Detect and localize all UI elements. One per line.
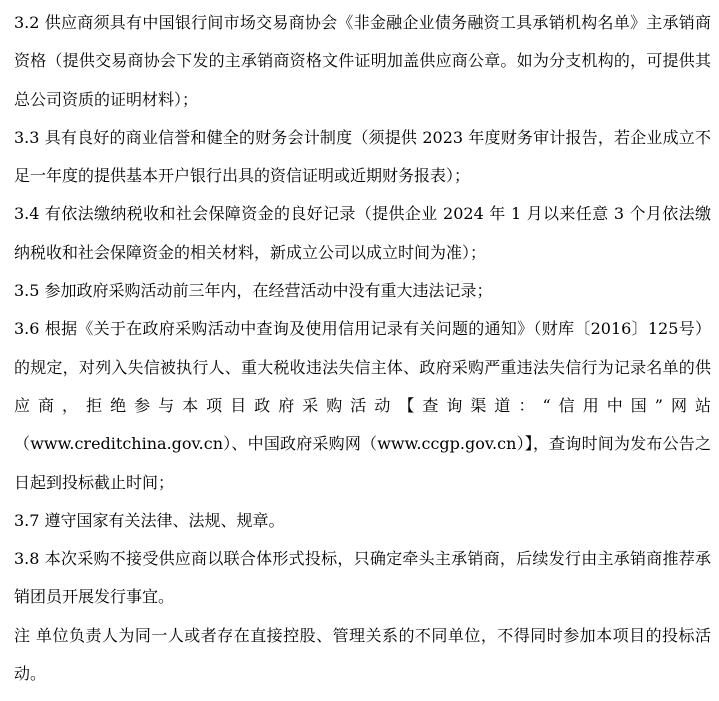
clause-3-6: 3.6 根据《关于在政府采购活动中查询及使用信用记录有关问题的通知》（财库〔2016〕125号）的规定，对列入失信被执行人、重大税收违法失信主体、政府采购严重违法失信行为记录名单的供应商，拒绝参与本项目政府采购活动【查询渠道：“信用中国”网站（www.creditchina.gov.cn）、中国政府采购网（www.ccgp.gov.cn）】，查询时间为发布公告之日起到投标截止时间；: [14, 319, 711, 492]
clause-3-7: 3.7 遵守国家有关法律、法规、规章。: [14, 510, 285, 530]
clause-3-2: 3.2 供应商须具有中国银行间市场交易商协会《非金融企业债务融资工具承销机构名单》主承销商资格（提供交易商协会下发的主承销商资格文件证明加盖供应商公章。如为分支机构的，可提供其总公司资质的证明材料）；: [14, 13, 711, 109]
clause-3-3: 3.3 具有良好的商业信誉和健全的财务会计制度（须提供 2023 年度财务审计报告，若企业成立不足一年度的提供基本开户银行出具的资信证明或近期财务报表）；: [14, 127, 711, 186]
note-paragraph: 注 单位负责人为同一人或者存在直接控股、管理关系的不同单位，不得同时参加本项目的投标活动。: [14, 625, 711, 684]
clause-3-5: 3.5 参加政府采购活动前三年内，在经营活动中没有重大违法记录；: [14, 281, 493, 301]
clause-3-8: 3.8 本次采购不接受供应商以联合体形式投标，只确定牵头主承销商，后续发行由主承销商推荐承销团员开展发行事宜。: [14, 549, 711, 607]
clause-3-4: 3.4 有依法缴纳税收和社会保障资金的良好记录（提供企业 2024 年 1 月以来任意 3 个月依法缴纳税收和社会保障资金的相关材料，新成立公司以成立时间为准）；: [14, 204, 711, 262]
